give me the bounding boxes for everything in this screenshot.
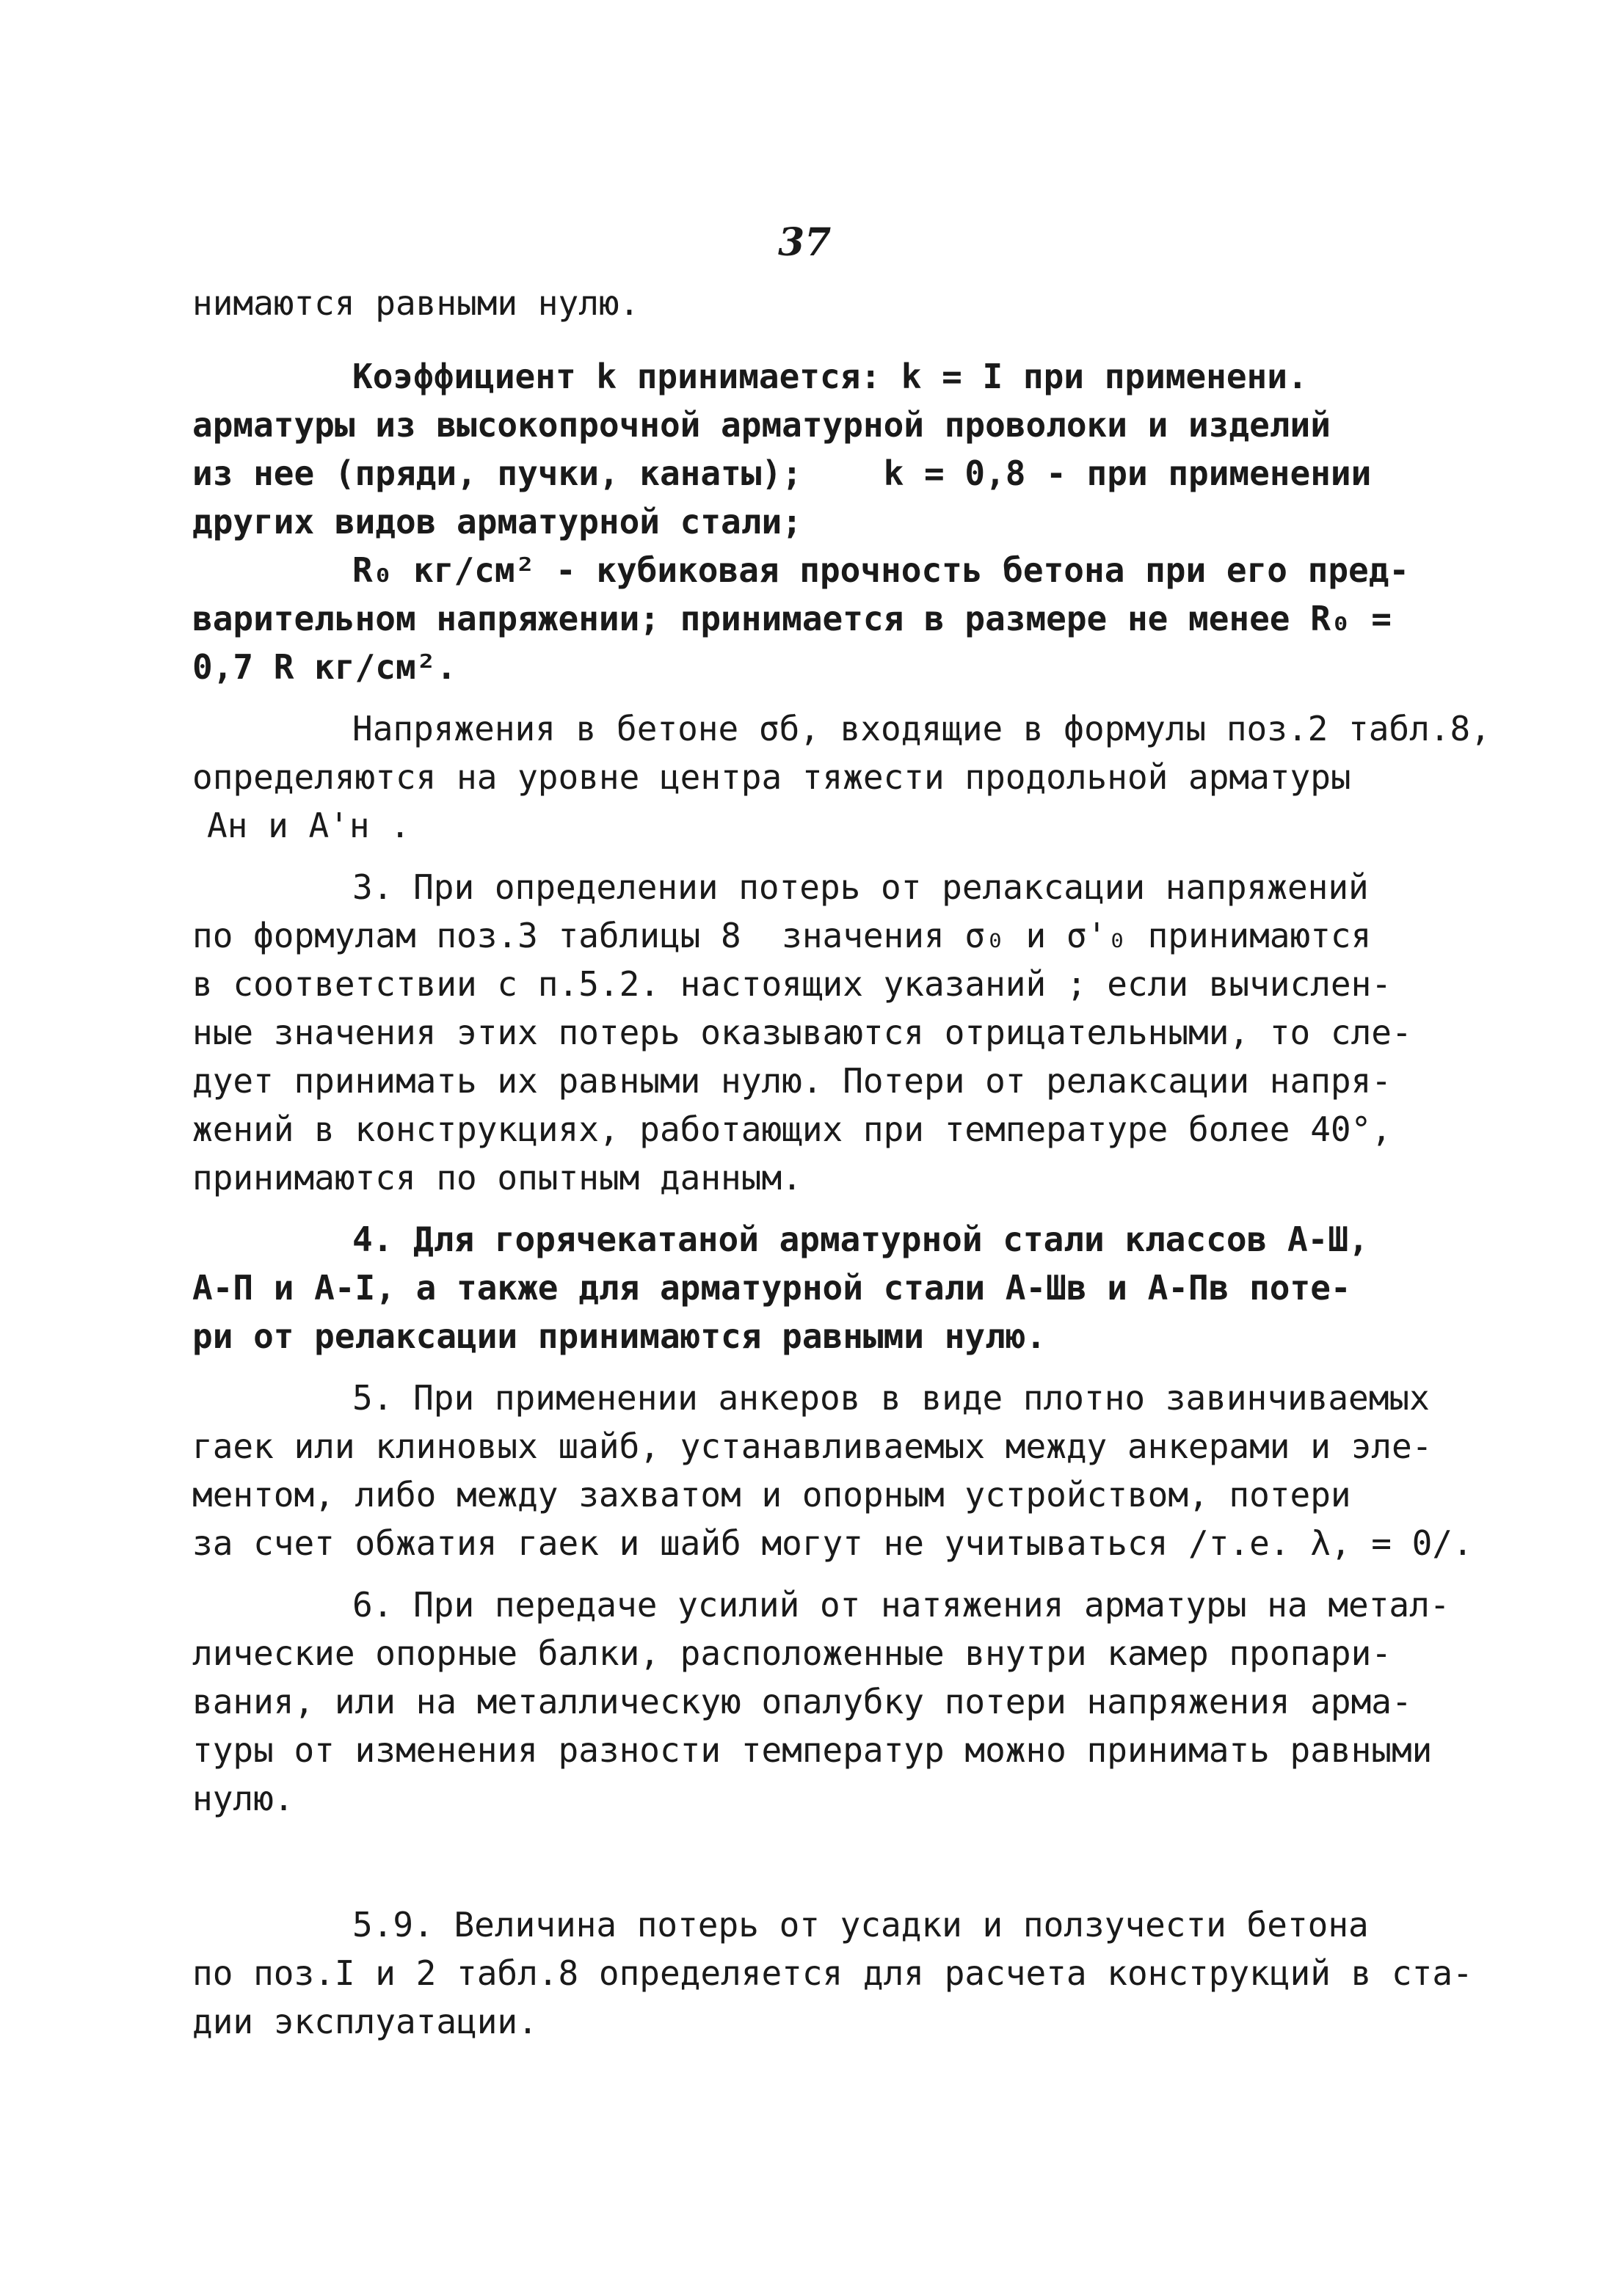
text-line: ные значения этих потерь оказываются отрицательными, то сле- bbox=[192, 1013, 1412, 1052]
page-number: 37 bbox=[778, 220, 832, 265]
text-line: дует принимать их равными нулю. Потери от релаксации напря- bbox=[192, 1061, 1392, 1101]
text-line: 0,7 R кг/см². bbox=[192, 647, 457, 687]
text-line: А-П и А-I, а также для арматурной стали А-Шв и А-Пв поте- bbox=[192, 1268, 1351, 1308]
text-line: в соответствии с п.5.2. настоящих указаний ; если вычислен- bbox=[192, 964, 1392, 1004]
text-line: 3. При определении потерь от релаксации напряжений bbox=[352, 867, 1369, 907]
text-line: вания, или на металлическую опалубку потери напряжения арма- bbox=[192, 1682, 1412, 1721]
text-line: принимаются по опытным данным. bbox=[192, 1158, 802, 1198]
text-line: других видов арматурной стали; bbox=[192, 502, 802, 542]
text-line: нулю. bbox=[192, 1779, 294, 1818]
text-line: Коэффициент k принимается: k = I при применени. bbox=[352, 357, 1308, 396]
text-line: определяются на уровне центра тяжести продольной арматуры bbox=[192, 757, 1351, 797]
text-line: 4. Для горячекатаной арматурной стали классов А-Ш, bbox=[352, 1220, 1369, 1259]
text-line: 5. При применении анкеров в виде плотно завинчиваемых bbox=[352, 1378, 1430, 1418]
text-line: туры от изменения разности температур можно принимать равными bbox=[192, 1730, 1433, 1770]
text-line: ри от релаксации принимаются равными нулю. bbox=[192, 1316, 1047, 1356]
text-line: дии эксплуатации. bbox=[192, 2002, 538, 2041]
text-line: 6. При передаче усилий от натяжения арматуры на метал- bbox=[352, 1585, 1450, 1625]
text-line: R₀ кг/см² - кубиковая прочность бетона при его пред- bbox=[352, 550, 1410, 590]
text-line: ментом, либо между захватом и опорным устройством, потери bbox=[192, 1475, 1351, 1515]
text-line: варительном напряжении; принимается в размере не менее R₀ = bbox=[192, 599, 1392, 638]
text-line: по поз.I и 2 табл.8 определяется для расчета конструкций в ста- bbox=[192, 1953, 1473, 1993]
text-line: нимаются равными нулю. bbox=[192, 283, 640, 323]
text-line: арматуры из высокопрочной арматурной проволоки и изделий bbox=[192, 405, 1331, 445]
text-line: за счет обжатия гаек и шайб могут не учитываться /т.е. λ, = 0/. bbox=[192, 1523, 1473, 1563]
text-line: по формулам поз.3 таблицы 8 значения σ₀ и σ'₀ принимаются bbox=[192, 916, 1372, 955]
text-line: лические опорные балки, расположенные внутри камер пропари- bbox=[192, 1633, 1392, 1673]
text-line: 5.9. Величина потерь от усадки и ползучести бетона bbox=[352, 1905, 1369, 1945]
text-line: Aн и A'н . bbox=[207, 806, 410, 845]
text-line: гаек или клиновых шайб, устанавливаемых между анкерами и эле- bbox=[192, 1426, 1433, 1466]
text-line: из нее (пряди, пучки, канаты); k = 0,8 - при применении bbox=[192, 453, 1372, 493]
text-line: жений в конструкциях, работающих при температуре более 40°, bbox=[192, 1109, 1392, 1149]
text-line: Напряжения в бетоне σб, входящие в формулы поз.2 табл.8, bbox=[352, 709, 1491, 748]
